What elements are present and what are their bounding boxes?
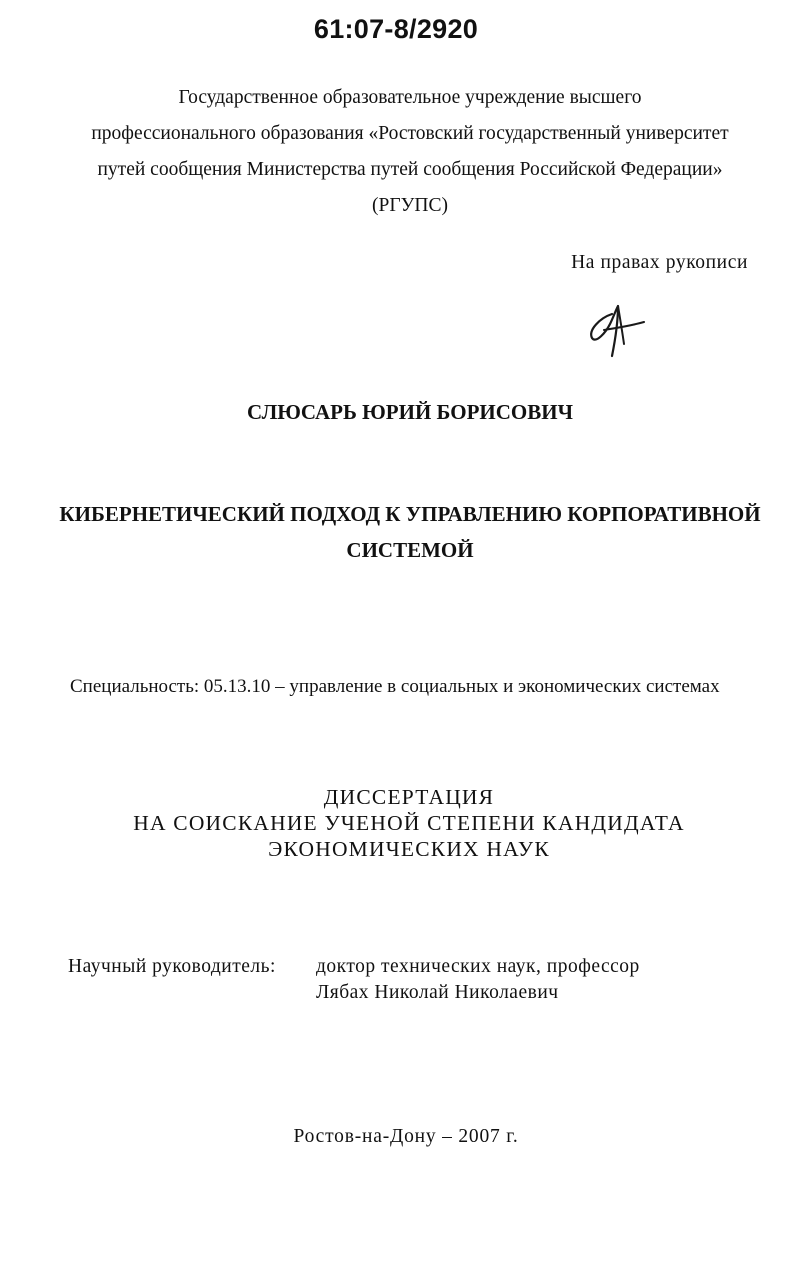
degree-statement [0, 784, 792, 862]
archive-code: 61:07-8/2920 [313, 14, 479, 44]
institution-line: путей сообщения Министерства путей сообщения Российской Федерации» [97, 159, 723, 180]
institution-line: профессионального образования «Ростовский государственный университет [91, 123, 729, 144]
author-name: СЛЮСАРЬ ЮРИЙ БОРИСОВИЧ [246, 400, 574, 424]
title-line: КИБЕРНЕТИЧЕСКИЙ ПОДХОД К УПРАВЛЕНИЮ КОРПОРАТИВНОЙ [59, 502, 761, 526]
specialty: Специальность: 05.13.10 – управление в социальных и экономических системах [70, 676, 720, 697]
institution-abbreviation: (РГУПС) [371, 195, 448, 216]
author-signature [582, 300, 652, 362]
supervisor-degree: доктор технических наук, профессор [316, 956, 640, 977]
supervisor-label: Научный руководитель: [68, 956, 276, 977]
supervisor-name: Лябах Николай Николаевич [316, 982, 559, 1003]
dissertation-title [40, 496, 780, 568]
institution-block [60, 80, 760, 224]
degree-line: НА СОИСКАНИЕ УЧЕНОЙ СТЕПЕНИ КАНДИДАТА [133, 811, 685, 835]
manuscript-rights: На правах рукописи [571, 252, 748, 273]
city-year: Ростов-на-Дону – 2007 г. [293, 1126, 519, 1147]
degree-line: ДИССЕРТАЦИЯ [323, 785, 495, 809]
institution-line: Государственное образовательное учреждение высшего [178, 87, 642, 108]
degree-line: ЭКОНОМИЧЕСКИХ НАУК [268, 837, 550, 861]
title-line: СИСТЕМОЙ [346, 538, 474, 562]
